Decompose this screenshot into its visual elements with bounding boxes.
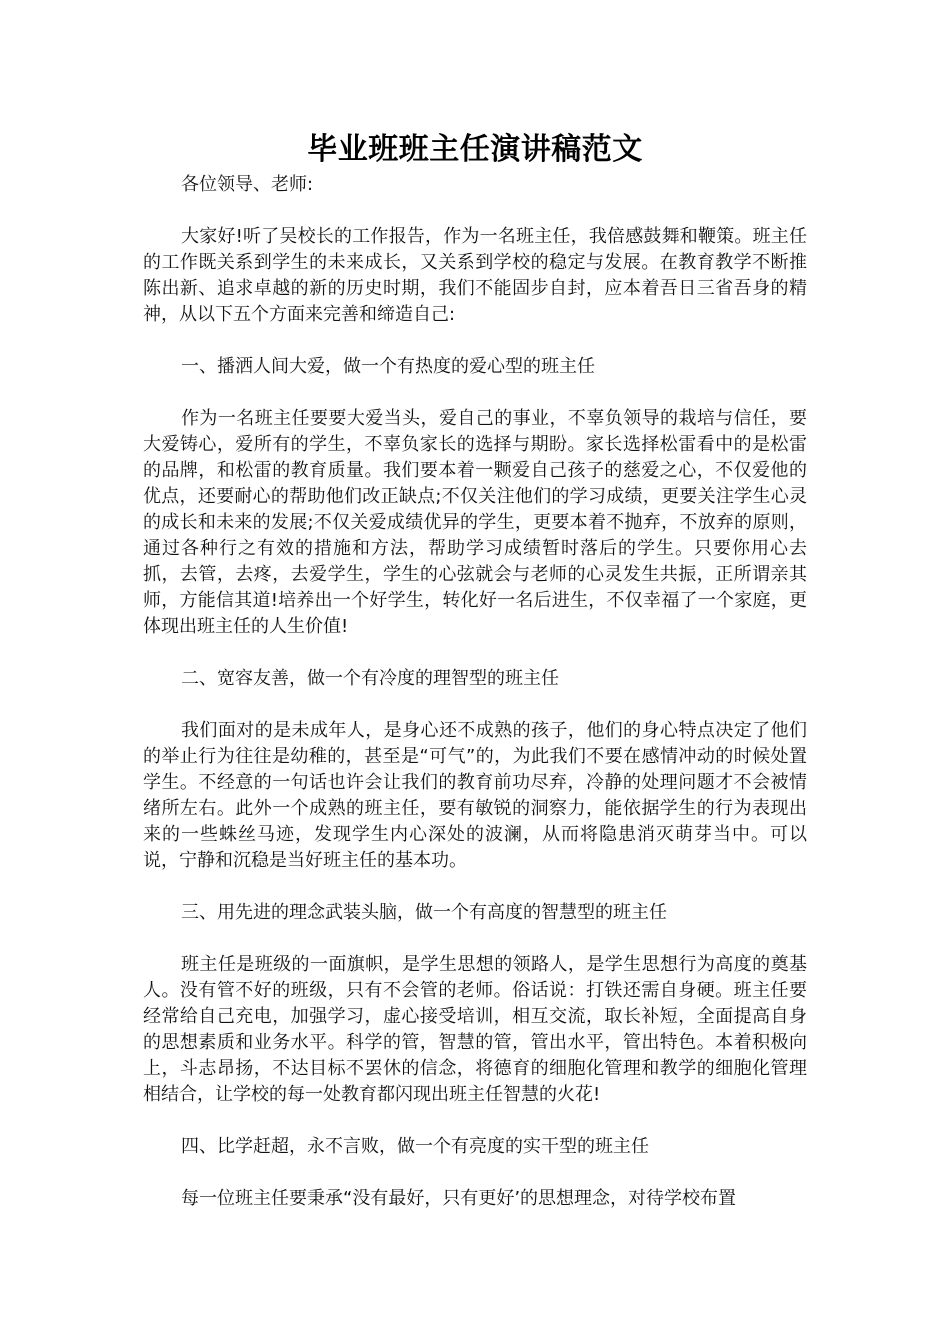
document-title: 毕业班班主任演讲稿范文 — [307, 132, 643, 167]
section-paragraph-3: 班主任是班级的一面旗帜，是学生思想的领路人，是学生思想行为高度的奠基人。没有管不好的班级，只有不会管的老师。俗话说：打铁还需自身硬。班主任要经常给自己充电，加强学习，虚心接受培训，相互交流，取长补短，全面提高自身的思想素质和业务水平。科学的管，智慧的管，管出水平，管出特色。本着积极向上，斗志昂扬，不达目标不罢休的信念，将德育的细胞化管理和教学的细胞化管理相结合，让学校的每一处教育都闪现出班主任智慧的火花! — [143, 954, 807, 1105]
section-heading-1: 一、播洒人间大爱，做一个有热度的爱心型的班主任 — [181, 356, 595, 377]
section-heading-4: 四、比学赶超，永不言败，做一个有亮度的实干型的班主任 — [181, 1136, 649, 1157]
opening-paragraph: 大家好!听了吴校长的工作报告，作为一名班主任，我倍感鼓舞和鞭策。班主任的工作既关系到学生的未来成长，又关系到学校的稳定与发展。在教育教学不断推陈出新、追求卓越的新的历史时期，我们不能固步自封，应本着吾日三省吾身的精神，从以下五个方面来完善和缔造自己: — [143, 226, 807, 325]
section-paragraph-2: 我们面对的是未成年人，是身心还不成熟的孩子，他们的身心特点决定了他们的举止行为往往是幼稚的，甚至是“可气”的，为此我们不要在感情冲动的时候处置学生。不经意的一句话也许会让我们的教育前功尽弃，冷静的处理问题才不会被情绪所左右。此外一个成熟的班主任，要有敏锐的洞察力，能依据学生的行为表现出来的一些蛛丝马迹，发现学生内心深处的波澜，从而将隐患消灭萌芽当中。可以说，宁静和沉稳是当好班主任的基本功。 — [143, 720, 807, 871]
section-paragraph-1: 作为一名班主任要要大爱当头，爱自己的事业，不辜负领导的栽培与信任，要大爱铸心，爱所有的学生，不辜负家长的选择与期盼。家长选择松雷看中的是松雷的品牌，和松雷的教育质量。我们要本着一颗爱自己孩子的慈爱之心，不仅爱他的优点，还要耐心的帮助他们改正缺点;不仅关注他们的学习成绩，更要关注学生心灵的成长和未来的发展;不仅关爱成绩优异的学生，更要本着不抛弃，不放弃的原则，通过各种行之有效的措施和方法，帮助学习成绩暂时落后的学生。只要你用心去抓，去管，去疼，去爱学生，学生的心弦就会与老师的心灵发生共振，正所谓亲其师，方能信其道!培养出一个好学生，转化好一名后进生，不仅幸福了一个家庭，更体现出班主任的人生价值! — [143, 408, 807, 637]
section-heading-2: 二、宽容友善，做一个有冷度的理智型的班主任 — [181, 668, 559, 689]
section-heading-3: 三、用先进的理念武装头脑，做一个有高度的智慧型的班主任 — [181, 902, 667, 923]
section-paragraph-4: 每一位班主任要秉承“没有最好，只有更好’的思想理念，对待学校布置 — [181, 1188, 737, 1209]
salutation: 各位领导、老师: — [181, 174, 314, 195]
document-body — [143, 128, 807, 1238]
